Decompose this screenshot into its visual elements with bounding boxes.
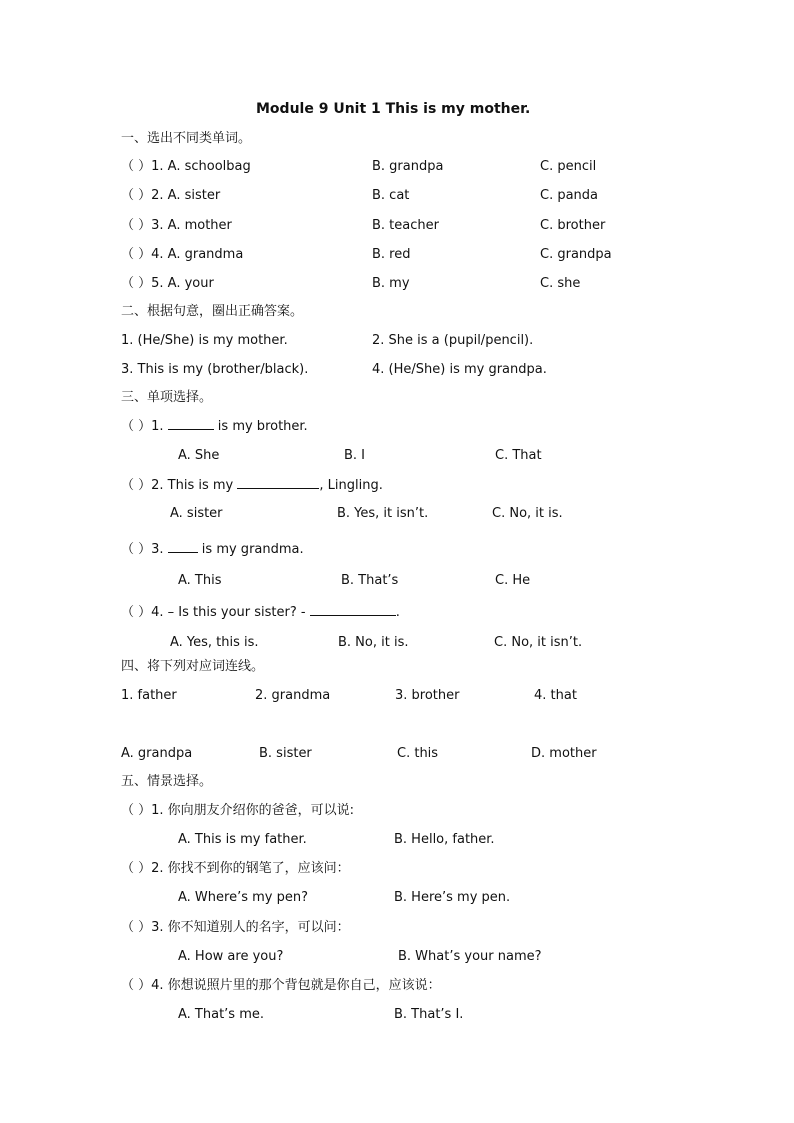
s3-question-4 [121,603,400,622]
s2-question-4: 4. (He/She) is my grandpa. [372,362,547,377]
s3-q1-option-b: B. I [344,448,366,463]
section-5-heading: 五、情景选择。 [121,774,213,789]
s5-q2-option-a: A. Where’s my pen? [178,890,308,905]
s3-q2-option-a: A. sister [170,506,223,521]
s5-q4-option-b: B. That’s I. [394,1007,464,1022]
s1-q2-option-b: B. cat [372,188,410,203]
s4-top-word-1: 1. father [121,688,177,703]
s1-q1-option-a: （ ）1. A. schoolbag [121,159,251,174]
section-2-heading: 二、根据句意，圈出正确答案。 [121,304,304,319]
page-title: Module 9 Unit 1 This is my mother. [256,101,531,117]
s5-q1-option-b: B. Hello, father. [394,832,495,847]
s3-q4-suffix: . [395,605,400,620]
s5-question-3: （ ）3. 你不知道别人的名字，可以问： [121,920,350,935]
s3-q4-option-b: B. No, it is. [338,635,409,650]
s5-q2-option-b: B. Here’s my pen. [394,890,511,905]
s1-q4-option-b: B. red [372,247,411,262]
s1-q5-option-b: B. my [372,276,410,291]
s5-question-4: （ ）4. 你想说照片里的那个背包就是你自己，应该说： [121,978,441,993]
s5-question-2: （ ）2. 你找不到你的钢笔了，应该问： [121,861,350,876]
s5-q3-option-a: A. How are you? [178,949,284,964]
s1-q2-option-c: C. panda [540,188,599,203]
s5-q4-option-a: A. That’s me. [178,1007,265,1022]
s3-question-1 [121,417,308,436]
s3-q3-suffix: is my grandma. [197,542,304,557]
s3-q4-prefix: （ ）4. – Is this your sister? - [121,605,310,620]
section-3-heading: 三、单项选择。 [121,390,213,405]
s3-q1-prefix: （ ）1. [121,419,168,434]
s1-q4-option-c: C. grandpa [540,247,612,262]
s3-q3-option-a: A. This [178,573,222,588]
s4-bottom-word-d: D. mother [531,746,597,761]
section-1-heading: 一、选出不同类单词。 [121,131,252,146]
s3-q3-prefix: （ ）3. [121,542,168,557]
s1-q5-option-a: （ ）5. A. your [121,276,214,291]
s5-q1-option-a: A. This is my father. [178,832,307,847]
s3-q1-option-a: A. She [178,448,220,463]
s3-q1-suffix: is my brother. [213,419,308,434]
s3-q3-option-b: B. That’s [341,573,399,588]
s4-bottom-word-a: A. grandpa [121,746,193,761]
s1-q5-option-c: C. she [540,276,581,291]
s3-q4-option-a: A. Yes, this is. [170,635,259,650]
s3-q2-option-b: B. Yes, it isn’t. [337,506,429,521]
s1-q1-option-b: B. grandpa [372,159,444,174]
s2-question-1: 1. (He/She) is my mother. [121,333,288,348]
s3-q2-option-c: C. No, it is. [492,506,563,521]
s3-q3-option-c: C. He [495,573,531,588]
answer-blank [237,476,319,489]
s3-q4-option-c: C. No, it isn’t. [494,635,583,650]
s3-q2-prefix: （ ）2. This is my [121,478,238,493]
s3-question-3 [121,540,304,559]
s5-question-1: （ ）1. 你向朋友介绍你的爸爸，可以说: [121,803,355,818]
answer-blank [310,603,396,616]
s3-q2-suffix: , Lingling. [319,478,383,493]
s1-q3-option-a: （ ）3. A. mother [121,218,232,233]
s4-bottom-word-c: C. this [397,746,439,761]
s4-bottom-word-b: B. sister [259,746,312,761]
answer-blank [168,417,214,430]
s1-q1-option-c: C. pencil [540,159,597,174]
s1-q3-option-b: B. teacher [372,218,439,233]
s2-question-3: 3. This is my (brother/black). [121,362,309,377]
s4-top-word-2: 2. grandma [255,688,331,703]
s5-q3-option-b: B. What’s your name? [398,949,542,964]
s2-question-2: 2. She is a (pupil/pencil). [372,333,534,348]
section-4-heading: 四、将下列对应词连线。 [121,659,265,674]
s3-q1-option-c: C. That [495,448,542,463]
s1-q4-option-a: （ ）4. A. grandma [121,247,244,262]
answer-blank [168,540,198,553]
s3-question-2 [121,476,383,495]
s1-q2-option-a: （ ）2. A. sister [121,188,221,203]
s1-q3-option-c: C. brother [540,218,606,233]
s4-top-word-4: 4. that [534,688,577,703]
s4-top-word-3: 3. brother [395,688,460,703]
